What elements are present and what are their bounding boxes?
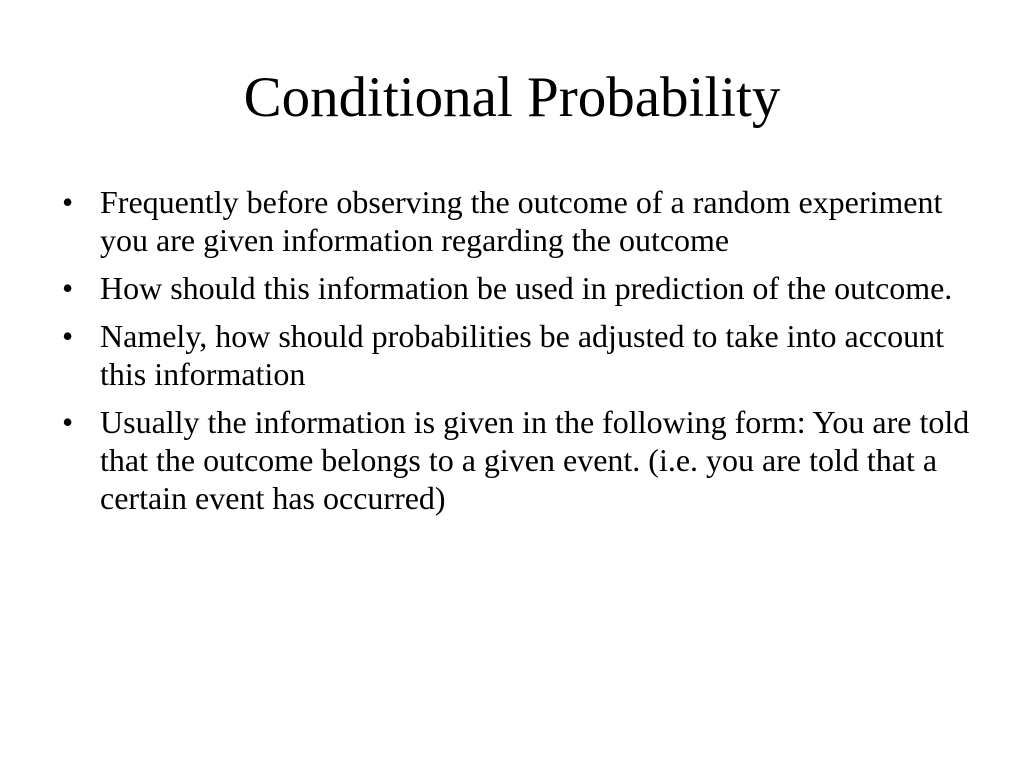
bullet-icon: •: [62, 318, 74, 354]
bullet-item: [57, 269, 977, 307]
bullet-item: [57, 317, 977, 393]
bullet-text: How should this information be used in prediction of the outcome.: [100, 270, 953, 306]
bullet-text: Namely, how should probabilities be adjusted to take into account this information: [100, 318, 944, 392]
bullet-icon: •: [62, 404, 74, 440]
slide-title: Conditional Probability: [243, 66, 781, 129]
bullet-text: Usually the information is given in the following form: You are told that the outcome belongs to a given event. (i.e. you are told that a certain event has occurred): [100, 404, 970, 516]
bullet-icon: •: [62, 270, 74, 306]
bullet-item: [57, 183, 977, 259]
bullet-text: Frequently before observing the outcome of a random experiment you are given information regarding the outcome: [100, 184, 943, 258]
bullet-icon: •: [62, 184, 74, 220]
bullet-item: [57, 403, 977, 517]
bullet-list: [57, 183, 977, 527]
